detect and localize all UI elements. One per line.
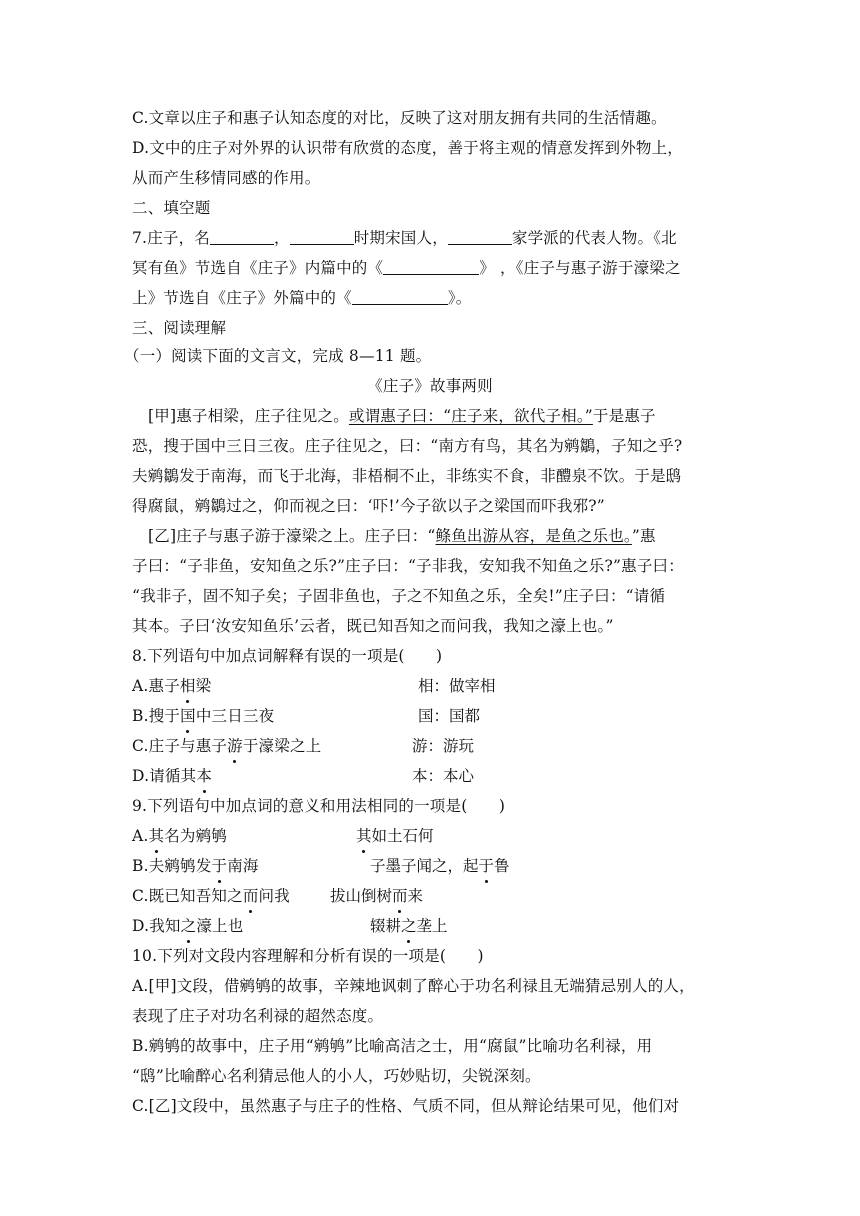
dotted-word: 游 (227, 737, 243, 755)
question-8-option-c: C.庄子与惠子游于濠梁之上 (132, 737, 322, 755)
dotted-word: 国 (180, 707, 196, 725)
question-9-compare-c: 拔山倒树而来 (330, 887, 424, 905)
question-9-option-d: D.我知之濠上也 (132, 917, 244, 935)
question-8-stem: 8.下列语句中加点词解释有误的一项是( ) (132, 647, 443, 665)
question-9-compare-b: 子墨子闻之，起于鲁 (370, 857, 510, 875)
underlined-sentence: 鲦鱼出游从容，是鱼之乐也。 (435, 527, 632, 545)
dotted-word: 而 (242, 887, 259, 905)
answer-blank[interactable] (290, 230, 354, 245)
passage-yi-line-1: [乙]庄子与惠子游于濠梁之上。庄子曰：“鲦鱼出游从容，是鱼之乐也。”惠 (148, 527, 656, 545)
question-10-option-a: A.[甲]文段，借鹓鸲的故事，辛辣地讽刺了醉心于功名利禄且无端猜忌别人的人， (132, 977, 695, 995)
passage-jia-line-4: 得腐鼠，鹓鶵过之，仰而视之曰：‘吓!’今子欲以子之梁国而吓我邪?” (132, 497, 605, 515)
question-8-option-d: D.请循其本 (132, 767, 213, 785)
question-7-line-1: 7.庄子，名 ， 时期宋国人， 家学派的代表人物。《北 (132, 229, 677, 247)
answer-blank[interactable] (383, 260, 479, 275)
question-10-option-c: C.[乙]文段中，虽然惠子与庄子的性格、气质不同，但从辩论结果可见，他们对 (132, 1097, 680, 1115)
question-8-gloss-d: 本：本心 (412, 767, 475, 785)
dotted-word: 之 (180, 917, 197, 935)
question-9-option-c: C.既已知吾知之而问我 (132, 887, 290, 905)
dotted-word: 之 (401, 917, 417, 935)
underlined-sentence: 或谓惠子曰：“庄子来，欲代子相。” (348, 407, 593, 425)
passage-jia-line-2: 恐，搜于国中三日三夜。庄子往见之，曰：“南方有鸟，其名为鹓鶵，子知之乎? (132, 437, 683, 455)
dotted-word: 于 (478, 857, 495, 875)
dotted-word: 本 (196, 767, 213, 785)
dotted-word: 其 (148, 827, 165, 845)
subsection-instruction: （一）阅读下面的文言文，完成 8—11 题。 (124, 347, 432, 365)
dotted-word: 于 (211, 857, 228, 875)
question-8-gloss-a: 相：做宰相 (418, 677, 496, 695)
question-10-stem: 10.下列对文段内容理解和分析有误的一项是( ) (132, 947, 484, 965)
dotted-word: 相 (179, 677, 196, 695)
option-d-line: D.文中的庄子对外界的认识带有欣赏的态度，善于将主观的情意发挥到外物上， (132, 139, 684, 157)
question-9-option-b: B.夫鹓鸲发于南海 (132, 857, 259, 875)
dotted-word: 而 (392, 887, 408, 905)
passage-yi-line-3: “我非子，固不知子矣；子固非鱼也，子之不知鱼之乐，全矣!”庄子曰：“请循 (132, 587, 666, 605)
passage-yi-line-4: 其本。子曰‘汝安知鱼乐’云者，既已知吾知之而问我，我知之濠上也。” (132, 617, 614, 635)
question-10-option-a-cont: 表现了庄子对功名利禄的超然态度。 (132, 1007, 384, 1025)
answer-blank[interactable] (352, 290, 448, 305)
question-7-line-3: 上》节选自《庄子》外篇中的《 》。 (132, 289, 472, 307)
passage-jia-line-1: [甲]惠子相梁，庄子往见之。或谓惠子曰：“庄子来，欲代子相。”于是惠子 (148, 407, 656, 425)
section-heading-reading: 三、阅读理解 (132, 319, 227, 337)
dotted-word: 其 (356, 827, 372, 845)
option-c-line: C.文章以庄子和惠子认知态度的对比，反映了这对朋友拥有共同的生活情趣。 (132, 109, 667, 127)
question-10-option-b: B.鹓鸲的故事中，庄子用“鹓鸲”比喻高洁之士，用“腐鼠”比喻功名利禄，用 (132, 1037, 653, 1055)
section-heading-fill-blank: 二、填空题 (132, 199, 211, 217)
question-8-option-a: A.惠子相梁 (132, 677, 212, 695)
question-9-compare-a: 其如土石何 (356, 827, 434, 845)
question-8-gloss-c: 游：游玩 (412, 737, 475, 755)
question-9-compare-d: 辍耕之垄上 (370, 917, 448, 935)
answer-blank[interactable] (210, 230, 274, 245)
question-7-line-2: 冥有鱼》节选自《庄子》内篇中的《 》 ，《庄子与惠子游于濠梁之 (132, 259, 681, 277)
question-10-option-b-cont: “鸱”比喻醉心名利猜忌他人的小人，巧妙贴切，尖锐深刻。 (132, 1067, 541, 1085)
question-9-option-a: A.其名为鹓鸲 (132, 827, 228, 845)
question-9-stem: 9.下列语句中加点词的意义和用法相同的一项是( ) (132, 797, 506, 815)
passage-title: 《庄子》故事两则 (367, 377, 493, 395)
question-8-gloss-b: 国：国都 (418, 707, 481, 725)
passage-yi-line-2: 子曰：“子非鱼，安知鱼之乐?”庄子曰：“子非我，安知我不知鱼之乐?”惠子曰： (132, 557, 684, 575)
passage-jia-line-3: 夫鹓鶵发于南海，而飞于北海，非梧桐不止，非练实不食，非醴泉不饮。于是鸱 (132, 467, 682, 485)
option-d-line-cont: 从而产生移情同感的作用。 (132, 169, 321, 187)
question-8-option-b: B.搜于国中三日三夜 (132, 707, 275, 725)
answer-blank[interactable] (448, 230, 512, 245)
